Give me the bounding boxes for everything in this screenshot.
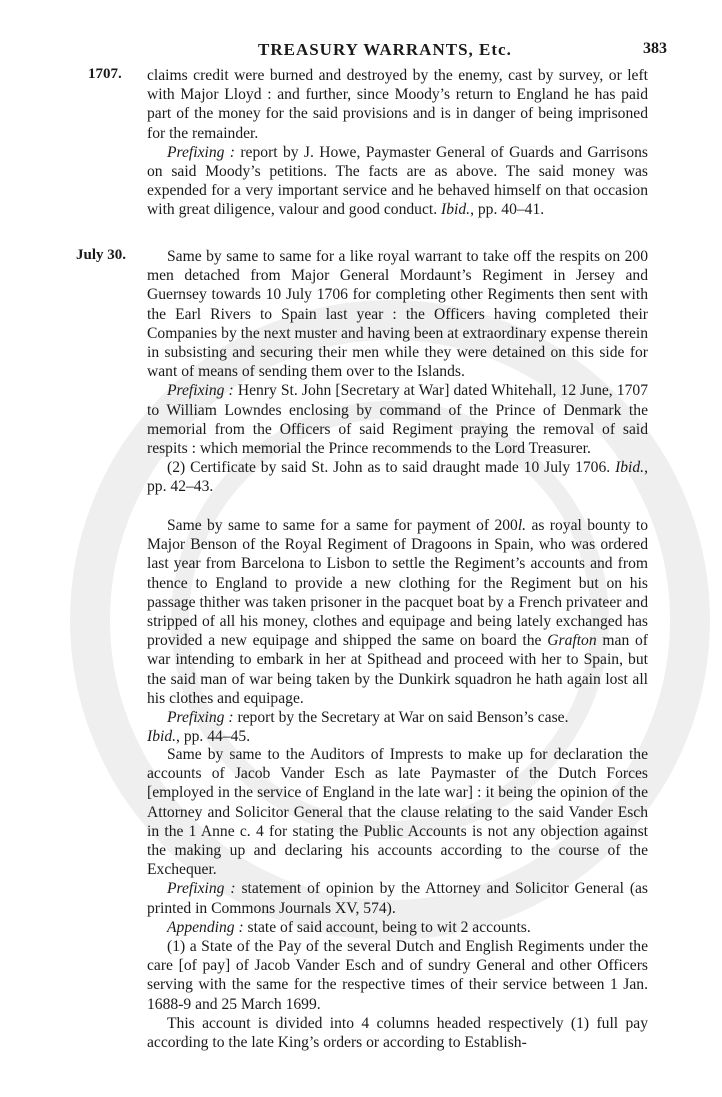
appending-label: Appending : bbox=[167, 918, 244, 936]
paragraph-text: report by the Secretary at War on said Benson’s case. bbox=[233, 709, 569, 727]
page-ref: , pp. 42–43. bbox=[147, 459, 648, 496]
prefixing-label: Prefixing : bbox=[167, 382, 234, 400]
paragraph bbox=[147, 143, 648, 220]
page-ref: , pp. 44–45. bbox=[176, 728, 251, 746]
paragraph: This account is divided into 4 columns headed respectively (1) full pay according to the late King’s orders or according to Establish- bbox=[147, 1014, 648, 1052]
paragraph bbox=[147, 458, 648, 496]
paragraph bbox=[147, 381, 648, 458]
page-number: 383 bbox=[643, 40, 667, 57]
paragraph: claims credit were burned and destroyed by the enemy, cast by survey, or left with Major Lloyd : and further, since Moody’s return to England he has paid part of the money for the said provisions and is in danger of being imprisoned for the remainder. bbox=[147, 67, 648, 142]
paragraph: Same by same to same for a like royal warrant to take off the respits on 200 men detached from Major General Mordaunt’s Regiment in Jersey and Guernsey towards 10 July 1706 for completing other Regiments then sent with the Earl Rivers to Spain last year : the Officers having completed their Companies by the next muster and having been at extraordinary expense therein in subsisting and securing their men while they were detained on this side for want of means of sending them over to the Islands. bbox=[147, 248, 648, 381]
entry-benson bbox=[147, 516, 648, 746]
paragraph bbox=[147, 918, 648, 937]
entry-continued bbox=[147, 66, 648, 220]
currency-unit: l. bbox=[517, 517, 527, 534]
paragraph bbox=[147, 516, 648, 708]
ibid-ref: Ibid. bbox=[441, 201, 471, 219]
ship-name: Grafton bbox=[547, 632, 597, 650]
entry-july30 bbox=[147, 247, 648, 497]
paragraph-text: statement of opinion by the Attorney and Solicitor General (as printed in Commons Journals XV, 574). bbox=[147, 880, 648, 917]
paragraph-text: as royal bounty to Major Benson of the Royal Regiment of Dragoons in Spain, who was ordered last year from Barcelona to Lisbon to settle the Regiment’s accounts and from thence to England to provide a new clothing for the Regiment but on his passage thither was taken prisoner in the pacquet boat by a French privateer and stripped of all his money, clothes and equipage and being lately exchanged has provided a new equipage and shipped the same on board the bbox=[147, 517, 649, 650]
prefixing-label: Prefixing : bbox=[167, 709, 234, 727]
paragraph bbox=[147, 708, 648, 746]
paragraph-text: report by J. Howe, Paymaster General of Guards and Garrisons on said Moody’s petitions. The facts are as above. The said money was expended for a very important service and he behaved himself on that occasion with great diligence, valour and good conduct. bbox=[147, 143, 648, 219]
paragraph-text: Same by same to same for a same for payment of 200 bbox=[167, 517, 518, 534]
paragraph-text: man of war intending to embark in her at Spithead and proceed with her to Spain, but the said man of war being taken by the Dunkirk squadron he hath again lost all his clothes and equipage. bbox=[147, 632, 648, 707]
paragraph-text: Henry St. John [Secretary at War] dated Whitehall, 12 June, 1707 to William Lowndes enclosing by command of the Prince of Denmark the memorial from the Officers of said Regiment praying the removal of said respits : which memorial the Prince recommends to the Lord Treasurer. bbox=[147, 382, 648, 458]
paragraph: Same by same to the Auditors of Imprests to make up for declaration the accounts of Jacob Vander Esch as late Paymaster of the Dutch Forces [employed in the service of England in the late war] : it being the opinion of the Attorney and Solicitor General that the clause relating to the said Vander Esch in the 1 Anne c. 4 for stating the Public Accounts is not any objection against the making up and declaring his accounts according to the course of the Exchequer. bbox=[147, 746, 648, 879]
page-ref: , pp. 40–41. bbox=[470, 201, 545, 219]
ibid-ref: Ibid. bbox=[615, 459, 645, 477]
running-title: TREASURY WARRANTS, Etc. bbox=[258, 40, 512, 59]
margin-year: 1707. bbox=[88, 66, 122, 82]
ibid-ref: Ibid. bbox=[147, 728, 177, 746]
paragraph-text: state of said account, being to wit 2 accounts. bbox=[243, 918, 531, 936]
prefixing-label: Prefixing : bbox=[167, 143, 235, 161]
prefixing-label: Prefixing : bbox=[167, 880, 236, 898]
paragraph: (1) a State of the Pay of the several Dutch and English Regiments under the care [of pay] of Jacob Vander Esch and of sundry General and other Officers serving with the same for the respective times of their service between 1 Jan. 1688-9 and 25 March 1699. bbox=[147, 938, 648, 1013]
paragraph-text: (2) Certificate by said St. John as to said draught made 10 July 1706. bbox=[167, 459, 616, 477]
margin-date: July 30. bbox=[76, 247, 127, 263]
paragraph bbox=[147, 879, 648, 917]
entry-vander-esch bbox=[147, 745, 648, 1052]
running-header bbox=[0, 40, 722, 64]
